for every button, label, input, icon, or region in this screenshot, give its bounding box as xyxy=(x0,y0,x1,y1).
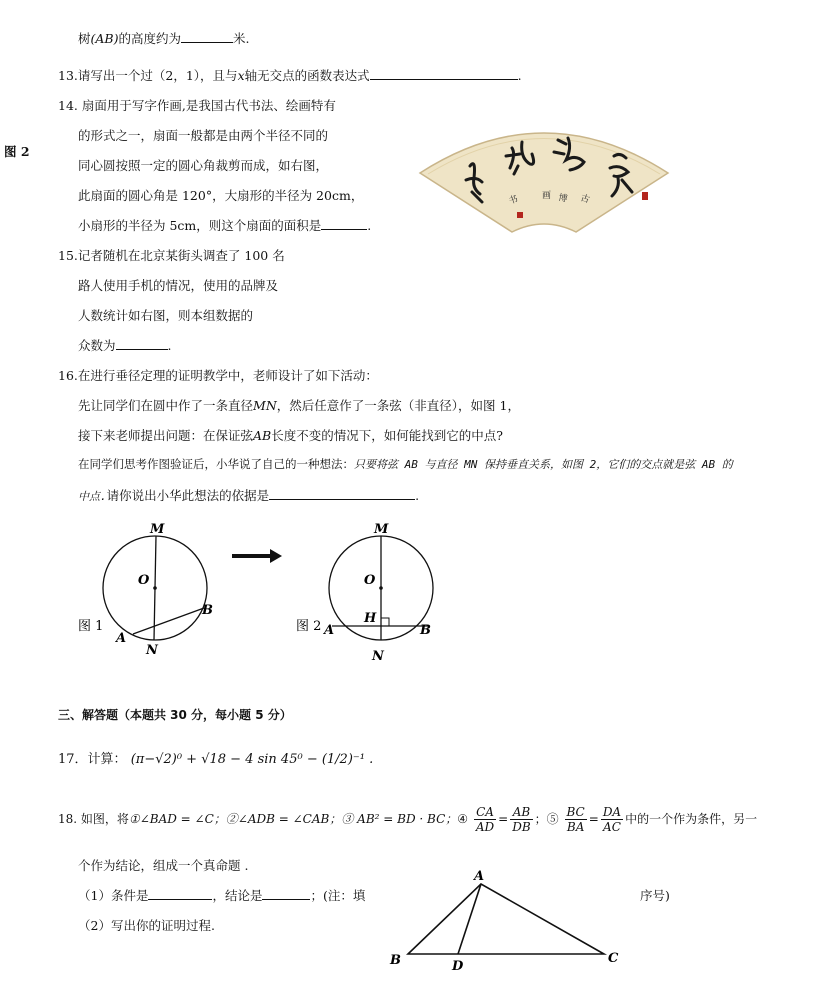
question-15-line2: 路人使用手机的情况，使用的品牌及 xyxy=(78,278,279,293)
question-15-line4: 众数为 . xyxy=(78,338,172,353)
fig1-label-B: B xyxy=(202,603,213,618)
side-figure-label: 图 2 xyxy=(4,144,30,159)
fig1-label-O: O xyxy=(138,573,150,588)
question-18-part2: （2）写出你的证明过程. xyxy=(78,918,215,933)
fig2-label-N: N xyxy=(372,649,384,664)
figure-2-circle xyxy=(294,516,444,666)
question-18-part1-note-end: 序号) xyxy=(640,888,670,903)
question-14-line4: 此扇面的圆心角是 120°，大扇形的半径为 20cm， xyxy=(78,188,364,203)
fan-painting-image xyxy=(418,108,670,234)
fig2-label-B: B xyxy=(420,623,431,638)
fig2-label-A: A xyxy=(324,623,335,638)
triangle-label-B: B xyxy=(390,953,401,968)
q12-tail: 树(AB)的高度约为 米. xyxy=(78,31,250,46)
section-3-heading: 三、解答题（本题共 30 分，每小题 5 分） xyxy=(58,708,292,722)
fig1-label-N: N xyxy=(146,643,158,658)
question-16-line1: 16.在进行垂径定理的证明教学中，老师设计了如下活动： xyxy=(58,368,378,383)
svg-text:书: 书 xyxy=(507,194,520,207)
svg-text:画: 画 xyxy=(542,191,552,201)
question-15-line1: 15.记者随机在北京某街头调查了 100 名 xyxy=(58,248,285,263)
triangle-label-D: D xyxy=(452,959,464,974)
figure-1-circle xyxy=(76,516,226,660)
fig2-label-O: O xyxy=(364,573,376,588)
svg-text:博: 博 xyxy=(557,193,569,205)
question-14-line3: 同心圆按照一定的圆心角裁剪而成，如右图， xyxy=(78,158,329,173)
question-14-line5: 小扇形的半径为 5cm，则这个扇面的面积是 . xyxy=(78,218,372,233)
fig2-label-M: M xyxy=(374,522,389,537)
fig2-caption: 图 2 xyxy=(296,619,322,634)
question-13: 13.请写出一个过（2，1），且与x轴无交点的函数表达式 . xyxy=(58,68,522,83)
question-15-line3: 人数统计如右图，则本组数据的 xyxy=(78,308,254,323)
question-16-line4: 在同学们思考作图验证后，小华说了自己的一种想法：只要将弦 AB 与直径 MN 保持垂直关系，如图 2，它们的交点就是弦 AB 的 xyxy=(78,457,733,471)
question-18-part1: （1）条件是 ，结论是 ；(注：填 xyxy=(78,888,366,903)
fig1-label-A: A xyxy=(116,631,127,646)
fig1-label-M: M xyxy=(150,522,165,537)
question-18-line1: 18. 如图，将①∠BAD = ∠C；②∠ADB = ∠CAB；③ AB² = BD · BC；④ $\frac{CA}{AD}$ = $\frac{AB}{DB}$ ；⑤ $\frac{BC}{BA}$ = $\frac{DA}{AC}$ 中的一个作为条件，另一 xyxy=(58,805,758,834)
question-14-line2: 的形式之一，扇面一般都是由两个半径不同的 xyxy=(78,128,329,143)
question-17: 17．计算： (π−√2)⁰ + √18 − 4 sin 45⁰ − (1/2)⁻¹ . xyxy=(58,752,374,767)
fig2-label-H: H xyxy=(364,611,377,626)
question-14-line1: 14. 扇面用于写字作画,是我国古代书法、绘画特有 xyxy=(58,98,336,113)
question-16-line5: 中点.请你说出小华此想法的依据是 . xyxy=(78,488,420,503)
arrow-right-icon xyxy=(232,548,284,564)
question-16-line3: 接下来老师提出问题：在保证弦AB长度不变的情况下，如何能找到它的中点? xyxy=(78,428,503,443)
fig1-caption: 图 1 xyxy=(78,619,104,634)
triangle-label-A: A xyxy=(474,869,485,884)
svg-text:古: 古 xyxy=(579,193,591,206)
triangle-figure xyxy=(386,866,626,976)
q17-expression: (π−√2)⁰ + √18 − 4 sin 45⁰ − (1/2)⁻¹ . xyxy=(130,752,374,767)
question-18-line2: 个作为结论，组成一个真命题 . xyxy=(78,858,249,873)
triangle-label-C: C xyxy=(608,951,619,966)
question-16-line2: 先让同学们在圆中作了一条直径MN，然后任意作了一条弦（非直径），如图 1， xyxy=(78,398,520,413)
